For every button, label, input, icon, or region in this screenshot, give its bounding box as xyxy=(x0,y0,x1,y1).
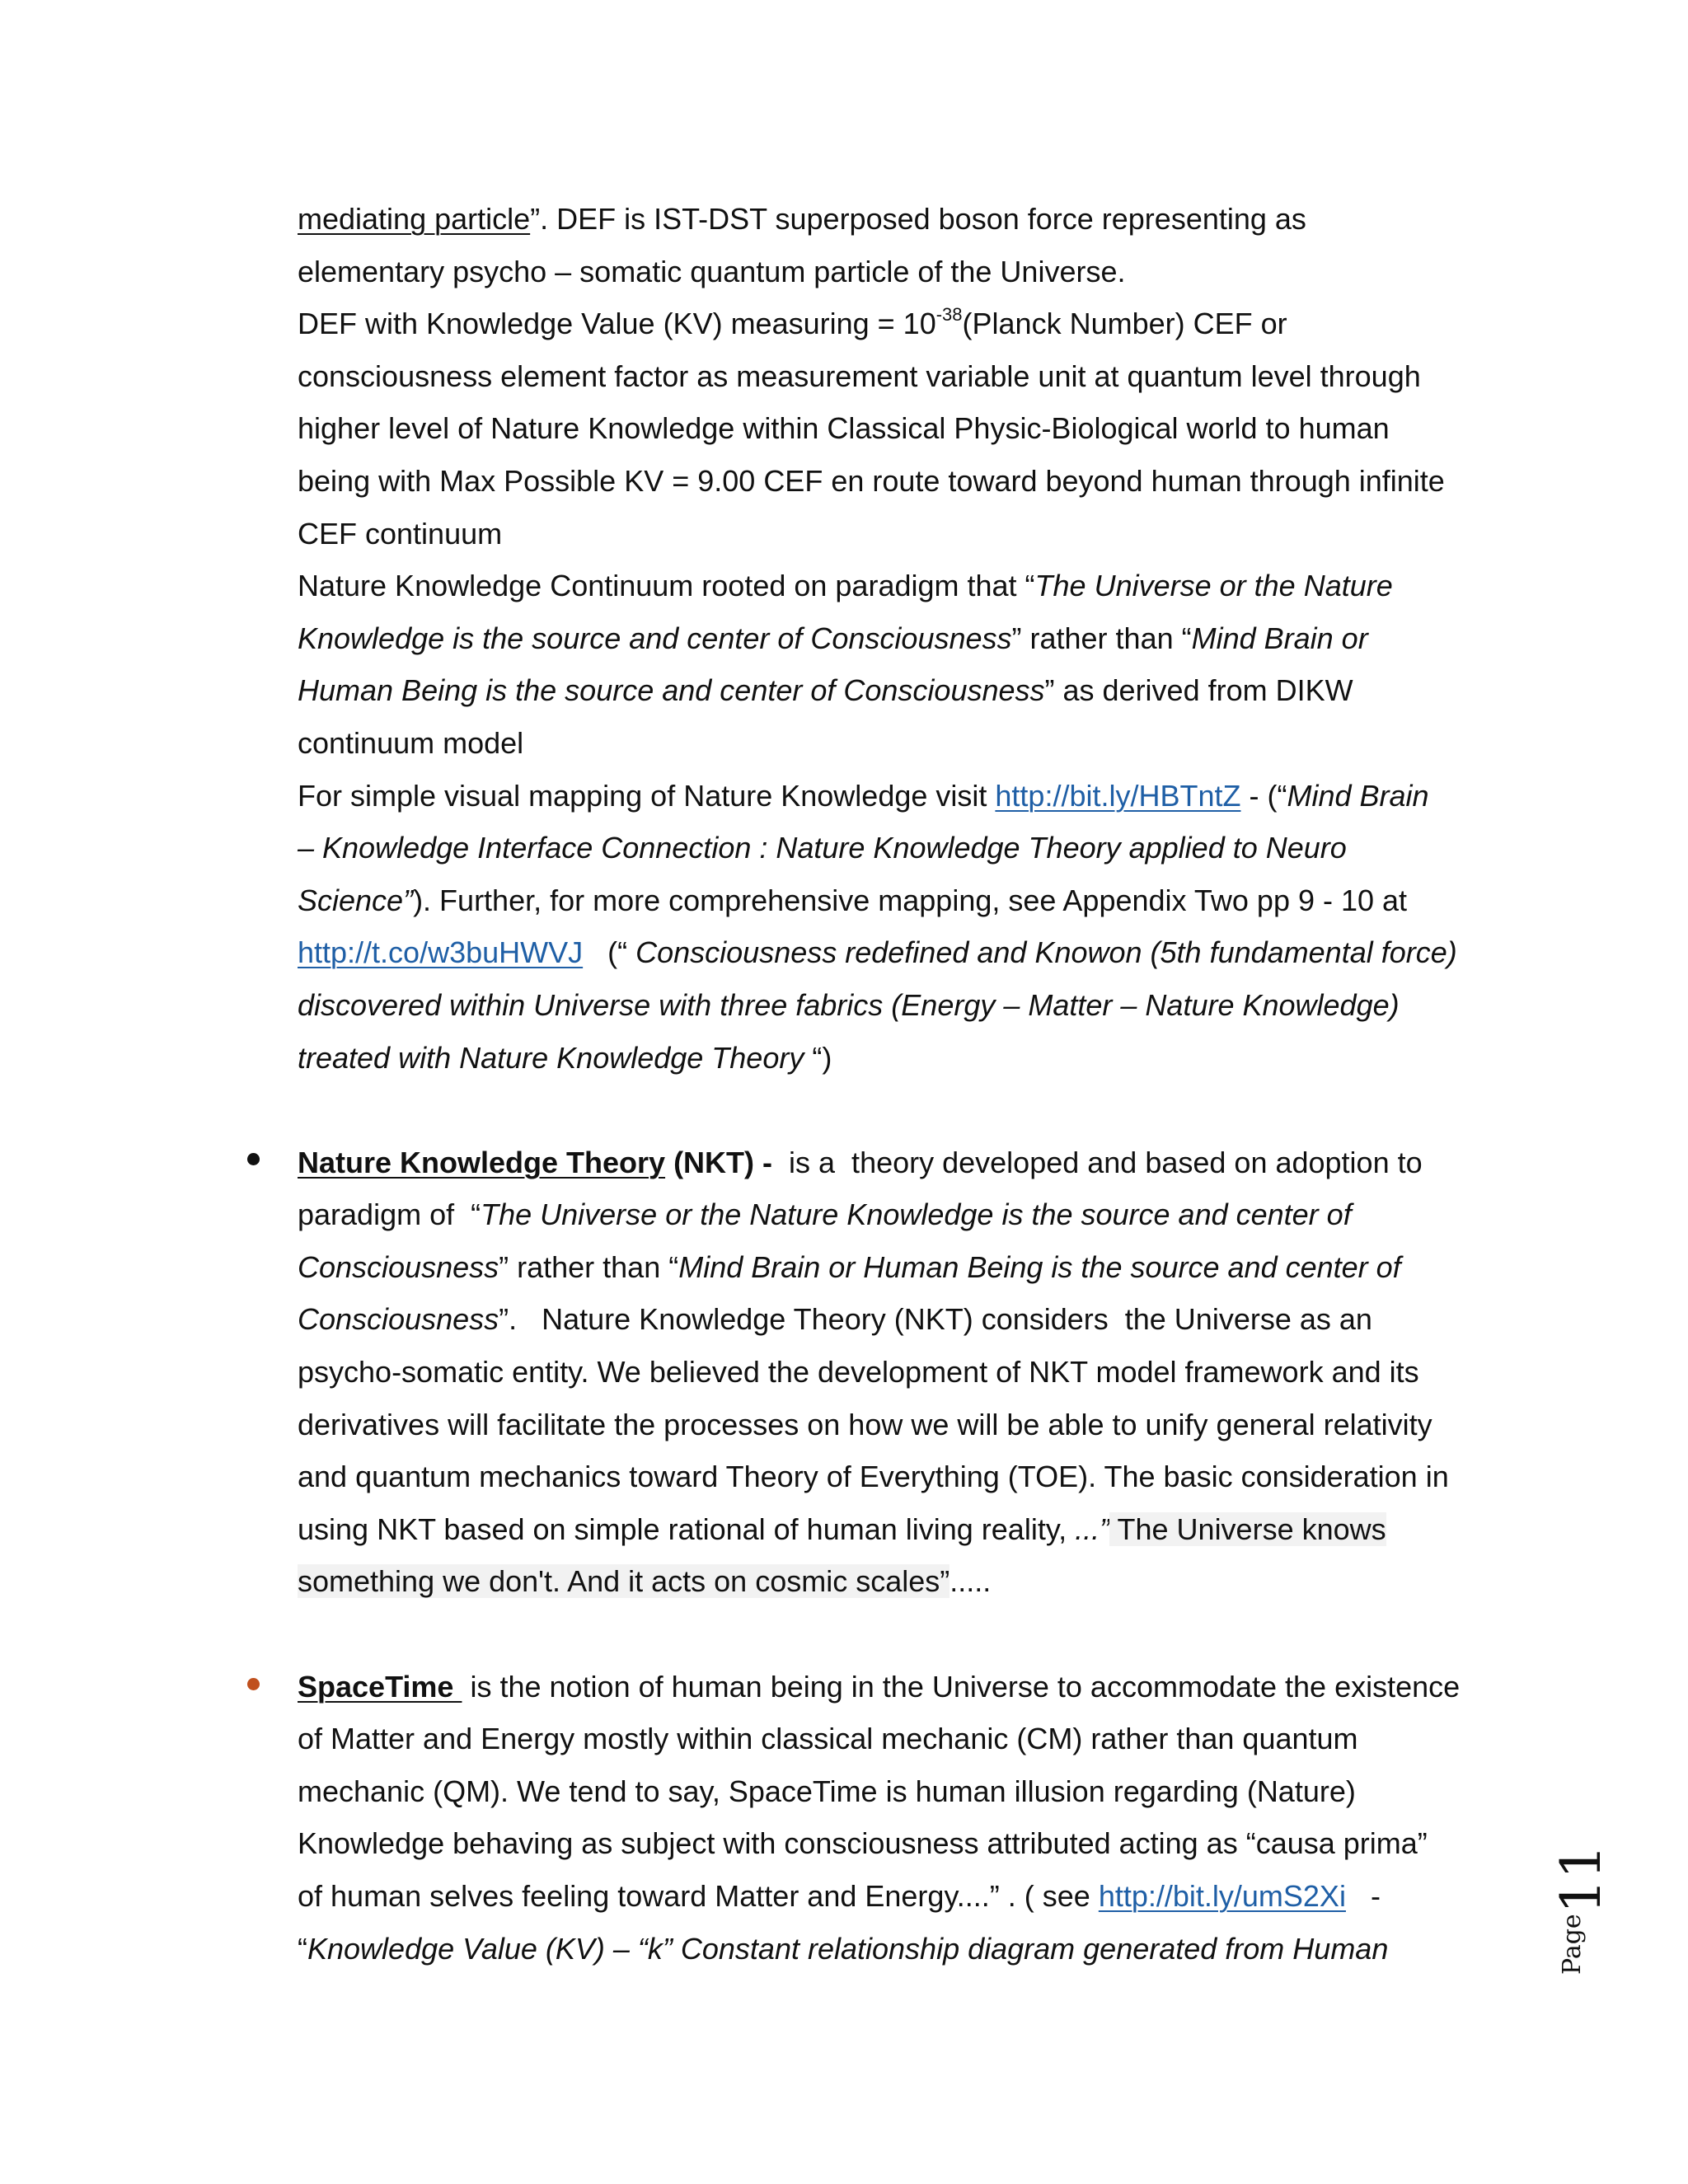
page-number: 11 xyxy=(1550,1844,1613,1914)
text-span: is the notion of human being in the Universe to accommodate the existence xyxy=(462,1669,1461,1704)
text-line: being with Max Possible KV = 9.00 CEF en route toward beyond human through infinite xyxy=(298,463,1445,498)
text-line: CEF continuum xyxy=(298,516,503,551)
text-line xyxy=(298,1137,1501,1189)
text-span: “) xyxy=(804,1040,832,1075)
italic-span: Mind Brain xyxy=(1287,778,1429,813)
italic-span: The Universe or the Nature Knowledge is the source and center of xyxy=(481,1197,1352,1232)
italic-span: ...” xyxy=(1075,1511,1110,1546)
text-line: psycho-somatic entity. We believed the development of NKT model framework and its xyxy=(298,1355,1419,1390)
text-line: derivatives will facilitate the processes on how we will be able to unify general relativity xyxy=(298,1407,1432,1441)
body-text xyxy=(298,193,1501,1975)
paragraph-gap xyxy=(298,1084,1501,1137)
text-span: of human selves feeling toward Matter and Energy....” . ( see xyxy=(298,1879,1099,1913)
text-span: DEF with Knowledge Value (KV) measuring = 10 xyxy=(298,307,936,341)
paragraph-gap xyxy=(298,1608,1501,1661)
text-line: mechanic (QM). We tend to say, SpaceTime is human illusion regarding (Nature) xyxy=(298,1774,1356,1808)
text-span: For simple visual mapping of Nature Knowledge visit xyxy=(298,778,996,813)
text-span: paradigm of “ xyxy=(298,1197,481,1232)
nkt-term: Nature Knowledge Theory xyxy=(298,1145,666,1179)
text-span: (“ xyxy=(583,935,636,970)
text-span: using NKT based on simple rational of human living reality, xyxy=(298,1511,1076,1546)
highlighted-quote: something we don't. And it acts on cosmic scales” xyxy=(298,1564,950,1599)
text-line: of Matter and Energy mostly within classical mechanic (CM) rather than quantum xyxy=(298,1722,1358,1756)
text-line xyxy=(298,1661,1501,1713)
text-span: - xyxy=(1345,1879,1381,1913)
text-line xyxy=(298,1555,1501,1608)
italic-span: Consciousness xyxy=(298,1302,499,1337)
text-line xyxy=(298,664,1501,717)
page-label: Page xyxy=(1558,1914,1587,1975)
text-line xyxy=(298,822,1501,874)
italic-span: discovered within Universe with three fabrics (Energy – Matter – Nature Knowledge) xyxy=(298,987,1400,1022)
spacetime-term: SpaceTime xyxy=(298,1669,462,1704)
text-span: ” rather than “ xyxy=(1011,621,1192,655)
italic-span: Consciousness redefined and Knowon (5th fundamental force) xyxy=(635,935,1457,970)
hyperlink-w3buhwvj[interactable]: http://t.co/w3buHWVJ xyxy=(298,935,584,970)
underlined-term: mediating particle xyxy=(298,202,531,236)
text-span: ” rather than “ xyxy=(499,1249,679,1284)
text-line xyxy=(298,612,1501,665)
text-line xyxy=(298,1241,1501,1294)
text-span: (Planck Number) CEF or xyxy=(962,307,1287,341)
italic-span: The Universe or the Nature xyxy=(1034,569,1393,603)
text-line xyxy=(298,926,1501,979)
text-line: elementary psycho – somatic quantum particle of the Universe. xyxy=(298,254,1126,288)
text-line xyxy=(298,1188,1501,1241)
text-line xyxy=(298,560,1501,612)
text-line: Knowledge behaving as subject with consciousness attributed acting as “causa prima” xyxy=(298,1826,1428,1861)
hyperlink-hbtntz[interactable]: http://bit.ly/HBTntZ xyxy=(995,778,1241,813)
text-span: ). Further, for more comprehensive mapping, see Appendix Two pp 9 - 10 at xyxy=(413,883,1408,917)
text-line xyxy=(298,1293,1501,1346)
italic-span: Mind Brain or Human Being is the source and center of xyxy=(678,1249,1401,1284)
text-line: higher level of Nature Knowledge within Classical Physic-Biological world to human xyxy=(298,411,1390,446)
text-span: ” as derived from DIKW xyxy=(1044,673,1353,708)
text-line xyxy=(298,1032,1501,1085)
text-line xyxy=(298,193,1501,246)
italic-span: Consciousness xyxy=(298,1249,499,1284)
italic-span: Mind Brain or xyxy=(1191,621,1368,655)
italic-span: treated with Nature Knowledge Theory xyxy=(298,1040,804,1075)
text-line: and quantum mechanics toward Theory of Everything (TOE). The basic consideration in xyxy=(298,1460,1449,1494)
text-line xyxy=(298,1923,1501,1975)
hyperlink-ums2xi[interactable]: http://bit.ly/umS2Xi xyxy=(1098,1879,1346,1913)
bold-span: (NKT) - xyxy=(665,1145,773,1179)
text-line xyxy=(298,1870,1501,1923)
text-line xyxy=(298,1503,1501,1556)
italic-span: Science” xyxy=(298,883,414,917)
text-span: ”. DEF is IST-DST superposed boson force representing as xyxy=(530,202,1306,236)
text-span: Nature Knowledge Continuum rooted on paradigm that “ xyxy=(298,569,1035,603)
italic-span: Human Being is the source and center of Consciousness xyxy=(298,673,1045,708)
text-span: - (“ xyxy=(1240,778,1287,813)
highlighted-quote: The Universe knows xyxy=(1109,1511,1386,1546)
text-line xyxy=(298,770,1501,823)
text-line xyxy=(298,298,1501,350)
text-span: is a theory developed and based on adoption to xyxy=(772,1145,1423,1179)
text-span: ..... xyxy=(950,1564,992,1599)
text-line: continuum model xyxy=(298,725,524,760)
text-line: consciousness element factor as measurement variable unit at quantum level through xyxy=(298,359,1421,393)
text-span: ”. Nature Knowledge Theory (NKT) considers the Universe as an xyxy=(499,1302,1372,1337)
italic-span: – Knowledge Interface Connection : Nature Knowledge Theory applied to Neuro xyxy=(298,831,1347,865)
text-span: “ xyxy=(298,1931,307,1966)
bullet-nkt xyxy=(247,1153,260,1165)
italic-span: Knowledge Value (KV) – “k” Constant relationship diagram generated from Human xyxy=(307,1931,1389,1966)
text-line xyxy=(298,979,1501,1032)
bullet-spacetime xyxy=(247,1678,260,1690)
italic-span: Knowledge is the source and center of Consciousness xyxy=(298,621,1012,655)
superscript: -38 xyxy=(935,304,963,326)
text-line xyxy=(298,874,1501,927)
